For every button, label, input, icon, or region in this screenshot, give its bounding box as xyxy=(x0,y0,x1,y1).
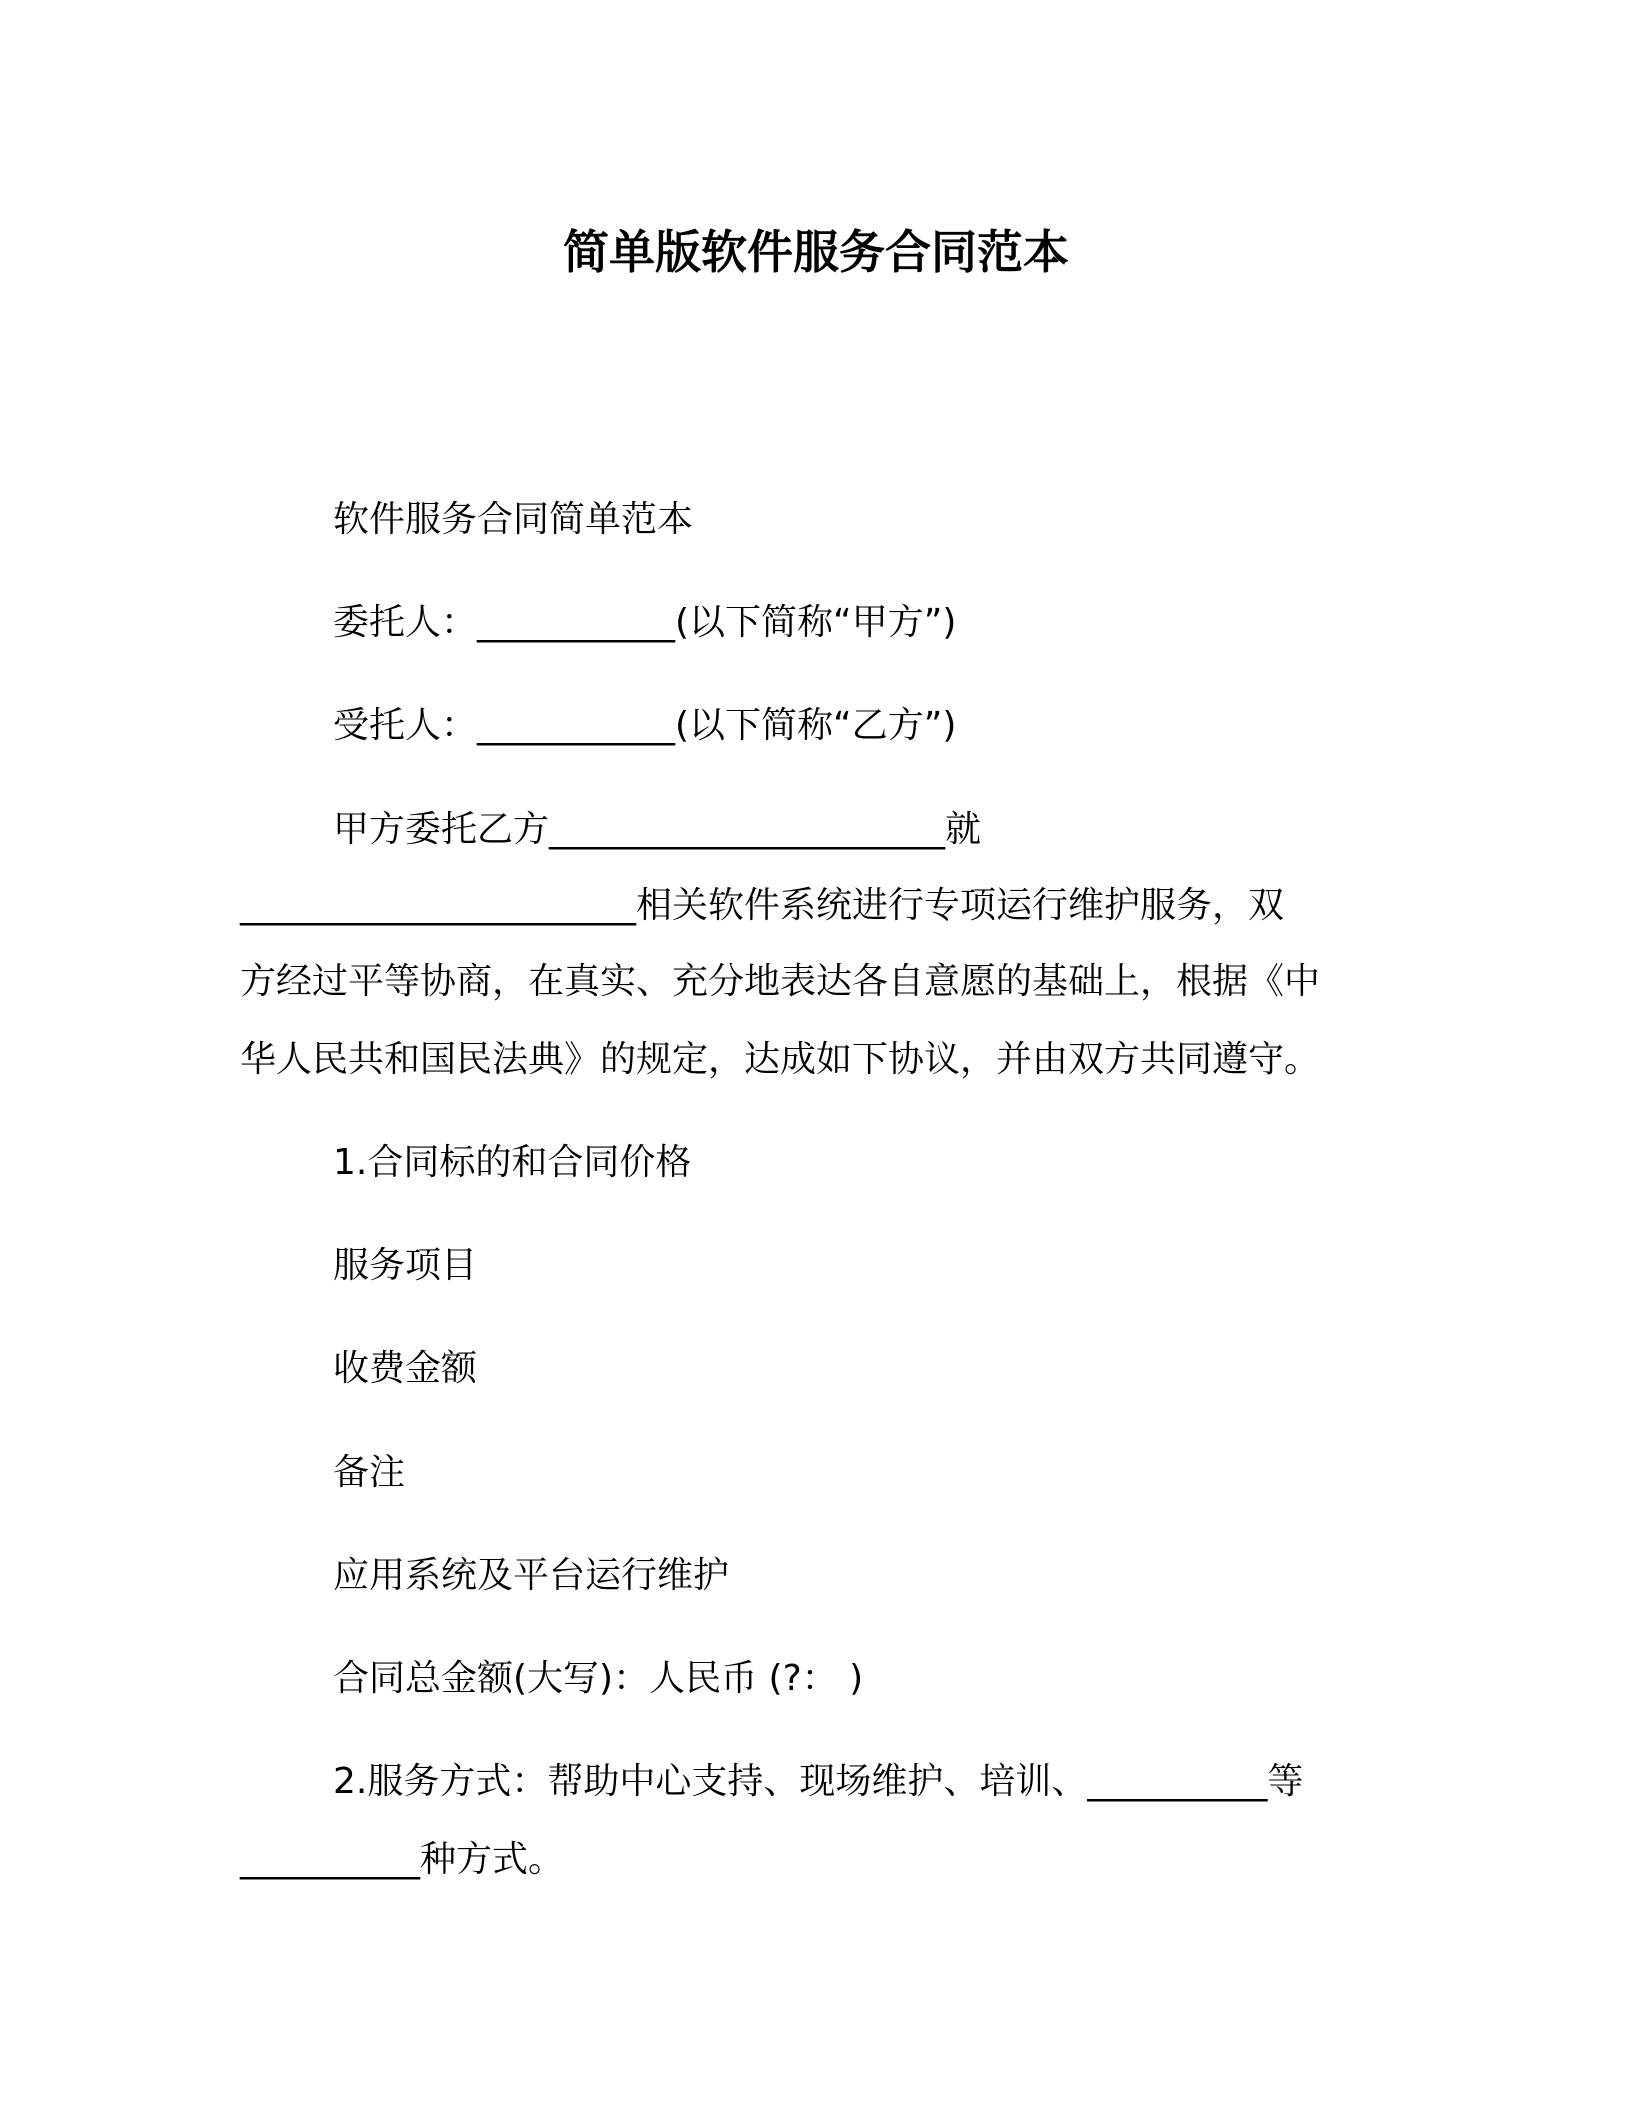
total-amount-line: 合同总金额(大写)：人民币 (?： ) xyxy=(333,1658,864,1699)
party-b-line: 受托人：___________(以下简称“乙方”) xyxy=(333,705,957,746)
contract-subtitle: 软件服务合同简单范本 xyxy=(333,499,694,540)
document-title: 简单版软件服务合同范本 xyxy=(563,225,1069,279)
remarks-label: 备注 xyxy=(333,1452,406,1493)
service-item-label: 服务项目 xyxy=(333,1245,478,1286)
fee-amount-label: 收费金额 xyxy=(333,1348,478,1389)
entrust-paragraph-line-1: 甲方委托乙方______________________就 xyxy=(333,809,982,850)
entrust-paragraph-line-2: ______________________相关软件系统进行专项运行维护服务，双 xyxy=(240,885,1285,926)
entrust-paragraph-line-3: 方经过平等协商，在真实、充分地表达各自意愿的基础上，根据《中 xyxy=(240,961,1321,1002)
section-1-heading: 1.合同标的和合同价格 xyxy=(333,1142,692,1183)
party-a-line: 委托人：___________(以下简称“甲方”) xyxy=(333,602,957,643)
service-item-value: 应用系统及平台运行维护 xyxy=(333,1555,730,1596)
entrust-paragraph-line-4: 华人民共和国民法典》的规定，达成如下协议，并由双方共同遵守。 xyxy=(240,1039,1321,1080)
section-2-line-1: 2.服务方式：帮助中心支持、现场维护、培训、__________等 xyxy=(333,1761,1304,1802)
section-2-line-2: __________种方式。 xyxy=(240,1839,565,1880)
